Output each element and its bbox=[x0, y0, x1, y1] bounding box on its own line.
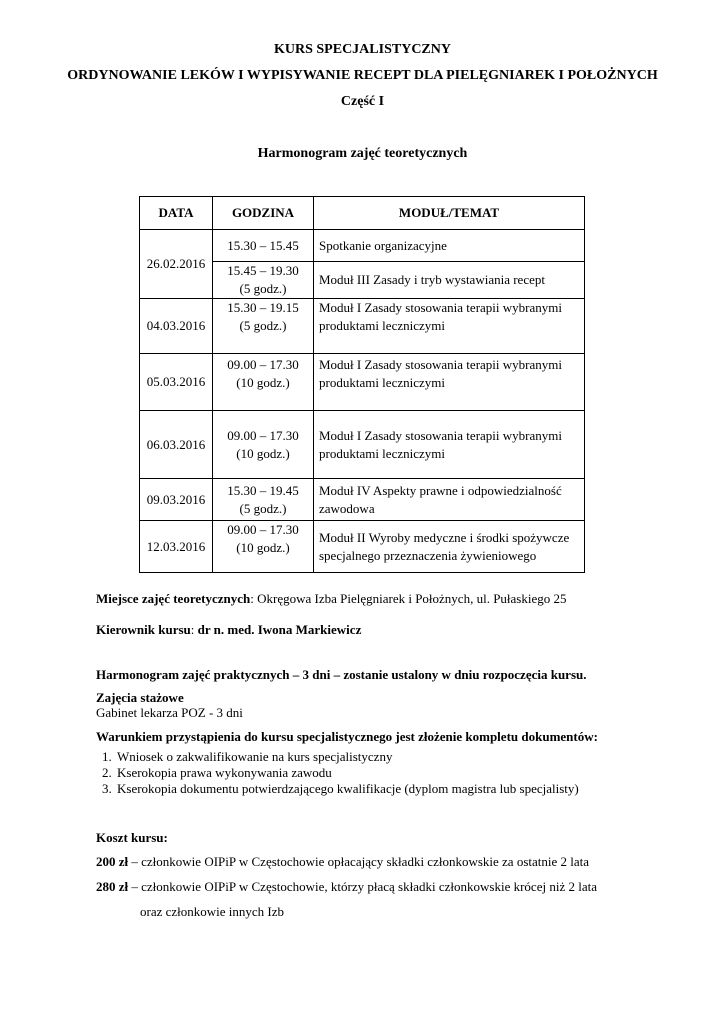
time-hours: (5 godz.) bbox=[239, 500, 287, 516]
topic-line: Moduł IV Aspekty prawne i odpowiedzialność bbox=[319, 482, 562, 498]
time-range: 15.30 – 19.15 bbox=[227, 300, 299, 315]
topic-line: produktami leczniczymi bbox=[319, 445, 445, 461]
topic-line: Moduł I Zasady stosowania terapii wybranymi bbox=[319, 427, 562, 443]
time-hours: (10 godz.) bbox=[236, 375, 290, 390]
cost-line-2 bbox=[96, 879, 597, 895]
topic-line: produktami leczniczymi bbox=[319, 375, 445, 390]
list-item: 1. Wniosek o zakwalifikowanie na kurs specjalistyczny bbox=[115, 749, 579, 765]
time-range: 15.30 – 15.45 bbox=[227, 237, 299, 253]
topic-line: zawodowa bbox=[319, 500, 375, 516]
cell-date: 26.02.2016 bbox=[140, 230, 213, 299]
cell-topic bbox=[314, 299, 585, 354]
table-row bbox=[140, 354, 585, 411]
cell-time bbox=[213, 262, 314, 299]
course-part: Część I bbox=[340, 94, 385, 109]
topic-line: Moduł III Zasady i tryb wystawiania recept bbox=[319, 272, 545, 287]
table-row bbox=[140, 521, 585, 573]
cost-text-1: – członkowie OIPiP w Częstochowie opłacający składki członkowskie za ostatnie 2 lata bbox=[128, 854, 590, 869]
time-hours: (10 godz.) bbox=[236, 540, 290, 555]
cell-time bbox=[213, 411, 314, 479]
cost-text-2: – członkowie OIPiP w Częstochowie, którzy płacą składki członkowskie krócej niż 2 lata bbox=[128, 879, 597, 894]
list-item: 3. Kserokopia dokumentu potwierdzającego kwalifikacje (dyplom magistra lub specjalisty) bbox=[115, 781, 579, 797]
header-topic: MODUŁ/TEMAT bbox=[314, 197, 585, 230]
topic-line: produktami leczniczymi bbox=[319, 318, 445, 333]
course-type-heading: KURS SPECJALISTYCZNY bbox=[274, 42, 451, 57]
list-item: 2. Kserokopia prawa wykonywania zawodu bbox=[115, 765, 579, 781]
cell-time bbox=[213, 521, 314, 573]
cost-title: Koszt kursu: bbox=[96, 830, 168, 845]
internship-title: Zajęcia stażowe bbox=[96, 690, 184, 705]
cell-time bbox=[213, 230, 314, 262]
topic-line: Moduł I Zasady stosowania terapii wybranymi bbox=[319, 300, 562, 315]
cell-date: 09.03.2016 bbox=[140, 479, 213, 521]
cell-time bbox=[213, 354, 314, 411]
cost-amount-2: 280 zł bbox=[96, 879, 129, 894]
cell-topic bbox=[314, 354, 585, 411]
cost-amount-1: 200 zł bbox=[96, 854, 129, 869]
table-header-row bbox=[140, 197, 585, 230]
header-date: DATA bbox=[140, 197, 213, 230]
cell-topic bbox=[314, 479, 585, 521]
course-title: ORDYNOWANIE LEKÓW I WYPISYWANIE RECEPT DLA PIELĘGNIAREK I POŁOŻNYCH bbox=[67, 68, 658, 83]
cell-time bbox=[213, 479, 314, 521]
time-hours: (5 godz.) bbox=[239, 281, 287, 296]
time-range: 09.00 – 17.30 bbox=[227, 522, 299, 537]
place-label: Miejsce zajęć teoretycznych bbox=[96, 591, 251, 606]
director-line: Kierownik kursu: dr n. med. Iwona Markiewicz bbox=[96, 622, 362, 637]
time-range: 09.00 – 17.30 bbox=[227, 357, 299, 372]
table-row bbox=[140, 479, 585, 521]
topic-line: Moduł II Wyroby medyczne i środki spożywcze bbox=[319, 529, 570, 545]
place-value: : Okręgowa Izba Pielęgniarek i Położnych, ul. Pułaskiego 25 bbox=[250, 591, 567, 606]
topic-line: Spotkanie organizacyjne bbox=[319, 237, 447, 253]
time-range: 15.30 – 19.45 bbox=[227, 482, 299, 498]
table-row bbox=[140, 299, 585, 354]
cell-topic bbox=[314, 521, 585, 573]
topic-line: specjalnego przeznaczenia żywieniowego bbox=[319, 547, 537, 563]
director-label: Kierownik kursu bbox=[96, 622, 191, 637]
practical-schedule: Harmonogram zajęć praktycznych – 3 dni – zostanie ustalony w dniu rozpoczęcia kursu. bbox=[96, 667, 587, 682]
header-time: GODZINA bbox=[213, 197, 314, 230]
table-row bbox=[140, 411, 585, 479]
cell-topic bbox=[314, 411, 585, 479]
time-hours: (5 godz.) bbox=[239, 318, 287, 333]
topic-line: Moduł I Zasady stosowania terapii wybranymi bbox=[319, 357, 562, 372]
time-range: 15.45 – 19.30 bbox=[227, 263, 299, 278]
time-hours: (10 godz.) bbox=[236, 445, 290, 461]
cell-date: 12.03.2016 bbox=[140, 521, 213, 573]
place-line bbox=[96, 591, 567, 607]
cell-date: 06.03.2016 bbox=[140, 411, 213, 479]
cell-time bbox=[213, 299, 314, 354]
cell-topic bbox=[314, 262, 585, 299]
cell-topic bbox=[314, 230, 585, 262]
time-range: 09.00 – 17.30 bbox=[227, 427, 299, 443]
schedule-title: Harmonogram zajęć teoretycznych bbox=[257, 146, 468, 161]
director-value: dr n. med. Iwona Markiewicz bbox=[197, 622, 362, 637]
schedule-table bbox=[139, 196, 585, 573]
cell-date: 05.03.2016 bbox=[140, 354, 213, 411]
cell-date: 04.03.2016 bbox=[140, 299, 213, 354]
requirements-list bbox=[96, 749, 579, 797]
internship-text: Gabinet lekarza POZ - 3 dni bbox=[96, 705, 243, 720]
table-row bbox=[140, 230, 585, 262]
requirements-title: Warunkiem przystąpienia do kursu specjalistycznego jest złożenie kompletu dokumentów: bbox=[96, 729, 598, 744]
cost-line-1 bbox=[96, 854, 589, 870]
cost-line-3: oraz członkowie innych Izb bbox=[140, 904, 285, 919]
